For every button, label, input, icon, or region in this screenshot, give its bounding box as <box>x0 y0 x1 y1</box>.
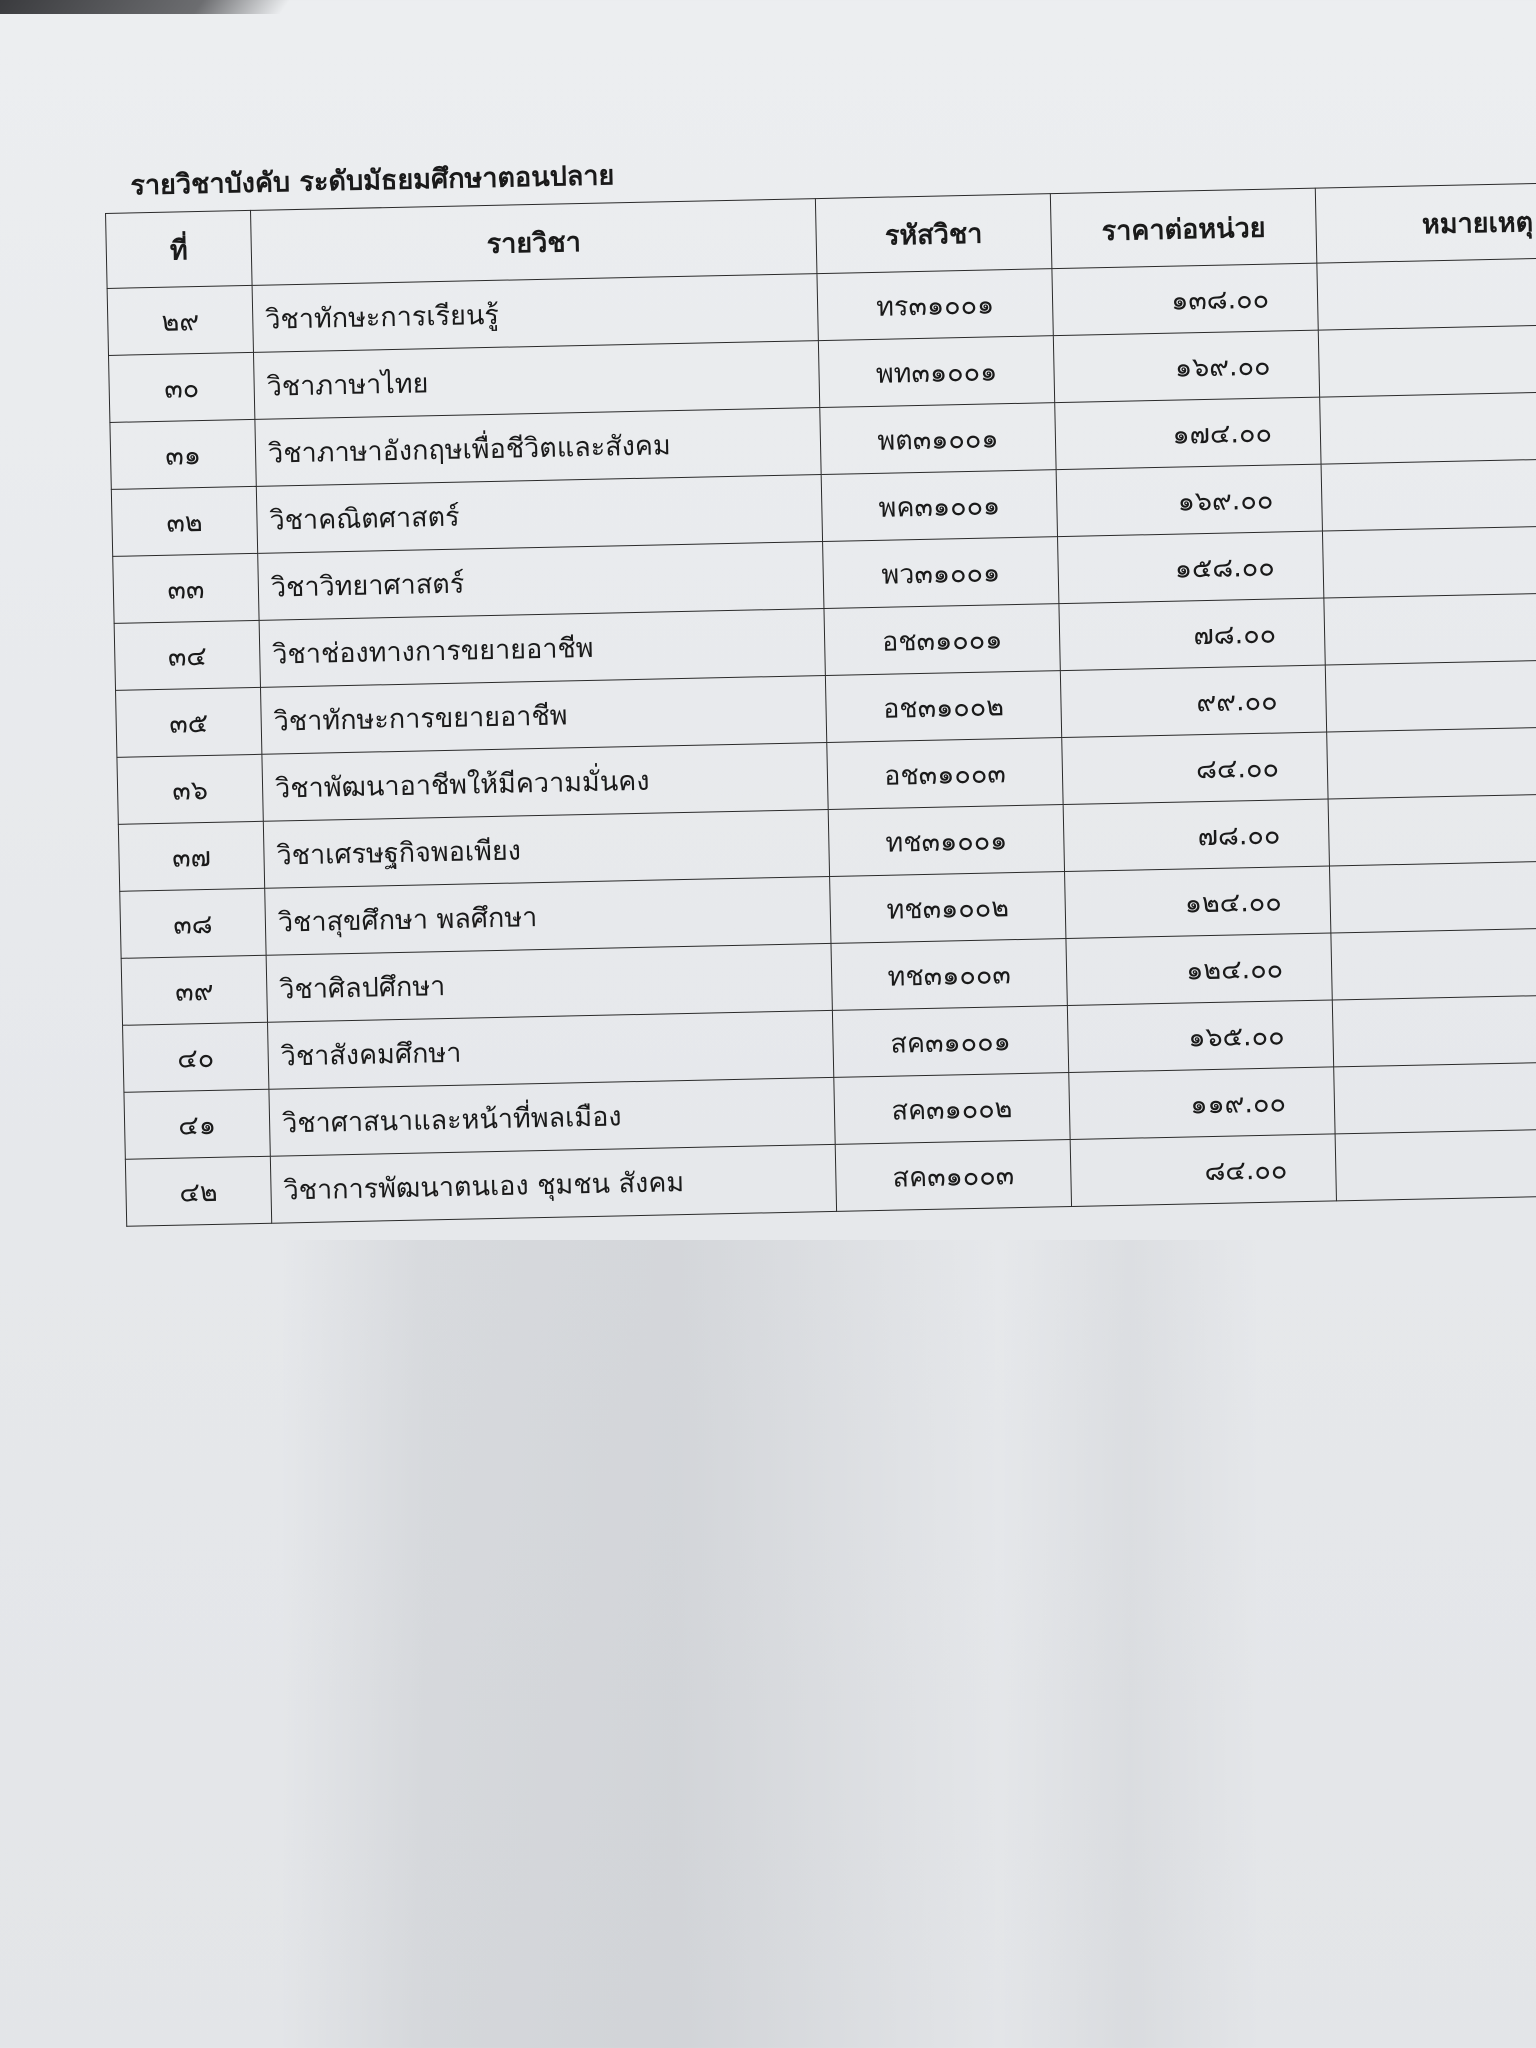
subject-name: วิชาเศรษฐกิจพอเพียง <box>263 809 829 888</box>
row-number: ๓๗ <box>118 821 264 891</box>
paper-shadow-light <box>1000 1240 1260 2048</box>
subject-code: สค๓๑๐๐๑ <box>832 1006 1068 1078</box>
row-number: ๓๕ <box>116 687 262 757</box>
subject-code: อช๓๑๐๐๒ <box>825 671 1061 743</box>
subject-name: วิชาภาษาอังกฤษเพื่อชีวิตและสังคม <box>255 408 821 487</box>
row-number: ๓๑ <box>110 419 256 489</box>
remark-cell <box>1318 323 1536 397</box>
remark-cell <box>1334 1060 1536 1134</box>
subject-code: อช๓๑๐๐๓ <box>827 738 1063 810</box>
unit-price: ๘๔.๐๐ <box>1070 1134 1336 1207</box>
remark-cell <box>1320 390 1536 464</box>
subject-code: ทช๓๑๐๐๓ <box>831 939 1067 1011</box>
remark-cell <box>1324 591 1536 665</box>
row-number: ๓๖ <box>117 754 263 824</box>
subject-code: อช๓๑๐๐๑ <box>824 604 1060 676</box>
subject-name: วิชาสังคมศึกษา <box>268 1010 834 1089</box>
remark-cell <box>1332 993 1536 1067</box>
header-price: ราคาต่อหน่วย <box>1050 188 1317 269</box>
subject-name: วิชาศาสนาและหน้าที่พลเมือง <box>269 1077 835 1156</box>
row-number: ๓๒ <box>111 486 257 556</box>
remark-cell <box>1322 524 1536 598</box>
row-number: ๔๑ <box>124 1089 270 1159</box>
remark-cell <box>1327 725 1536 799</box>
remark-cell <box>1331 926 1536 1000</box>
remark-cell <box>1325 658 1536 732</box>
subject-name: วิชาคณิตศาสตร์ <box>256 475 822 554</box>
subject-code: สค๓๑๐๐๓ <box>835 1139 1071 1211</box>
unit-price: ๘๔.๐๐ <box>1062 732 1328 805</box>
subject-code: ทร๓๑๐๐๑ <box>817 269 1053 341</box>
remark-cell <box>1317 256 1536 330</box>
row-number: ๓๙ <box>121 955 267 1025</box>
unit-price: ๑๓๘.๐๐ <box>1052 263 1318 336</box>
unit-price: ๑๗๔.๐๐ <box>1055 397 1321 470</box>
subject-code: พท๓๑๐๐๑ <box>818 336 1054 408</box>
subject-code: พต๓๑๐๐๑ <box>820 403 1056 475</box>
row-number: ๔๒ <box>125 1156 271 1226</box>
unit-price: ๑๒๔.๐๐ <box>1065 866 1331 939</box>
row-number: ๓๓ <box>113 553 259 623</box>
paper-shadow <box>280 1240 1000 2048</box>
subject-code: พว๓๑๐๐๑ <box>823 537 1059 609</box>
remark-cell <box>1329 859 1536 933</box>
row-number: ๓๐ <box>109 352 255 422</box>
subject-code: ทช๓๑๐๐๑ <box>828 805 1064 877</box>
unit-price: ๗๘.๐๐ <box>1063 799 1329 872</box>
remark-cell <box>1328 792 1536 866</box>
subject-name: วิชาพัฒนาอาชีพให้มีความมั่นคง <box>262 742 828 821</box>
unit-price: ๑๕๘.๐๐ <box>1058 531 1324 604</box>
row-number: ๒๙ <box>107 285 253 355</box>
subject-name: วิชาสุขศึกษา พลศึกษา <box>265 876 831 955</box>
header-subject: รายวิชา <box>251 199 817 286</box>
subject-code: พค๓๑๐๐๑ <box>821 470 1057 542</box>
table-body <box>107 256 1536 1226</box>
row-number: ๓๔ <box>114 620 260 690</box>
subject-name: วิชาศิลปศึกษา <box>266 943 832 1022</box>
unit-price: ๑๖๕.๐๐ <box>1067 1000 1333 1073</box>
header-no: ที่ <box>106 210 253 288</box>
subject-code: ทช๓๑๐๐๒ <box>830 872 1066 944</box>
header-code: รหัสวิชา <box>815 194 1052 274</box>
remark-cell <box>1321 457 1536 531</box>
subject-name: วิชาทักษะการขยายอาชีพ <box>260 676 826 755</box>
remark-cell <box>1335 1127 1536 1201</box>
subject-name: วิชาวิทยาศาสตร์ <box>258 542 824 621</box>
unit-price: ๙๙.๐๐ <box>1060 665 1326 738</box>
subject-name: วิชาภาษาไทย <box>253 341 819 420</box>
subject-price-table <box>105 181 1536 1227</box>
unit-price: ๗๘.๐๐ <box>1059 598 1325 671</box>
unit-price: ๑๒๔.๐๐ <box>1066 933 1332 1006</box>
row-number: ๓๘ <box>120 888 266 958</box>
subject-code: สค๓๑๐๐๒ <box>834 1072 1070 1144</box>
unit-price: ๑๖๙.๐๐ <box>1056 464 1322 537</box>
subject-name: วิชาการพัฒนาตนเอง ชุมชน สังคม <box>270 1144 836 1223</box>
subject-name: วิชาทักษะการเรียนรู้ <box>252 274 818 353</box>
unit-price: ๑๑๙.๐๐ <box>1069 1067 1335 1140</box>
subject-name: วิชาช่องทางการขยายอาชีพ <box>259 609 825 688</box>
document-sheet <box>104 135 1534 1227</box>
unit-price: ๑๖๙.๐๐ <box>1053 330 1319 403</box>
row-number: ๔๐ <box>123 1022 269 1092</box>
page-corner-shadow <box>0 0 290 14</box>
document-title: รายวิชาบังคับ ระดับมัธยมศึกษาตอนปลาย <box>130 160 615 202</box>
header-note: หมายเหตุ <box>1315 181 1536 263</box>
